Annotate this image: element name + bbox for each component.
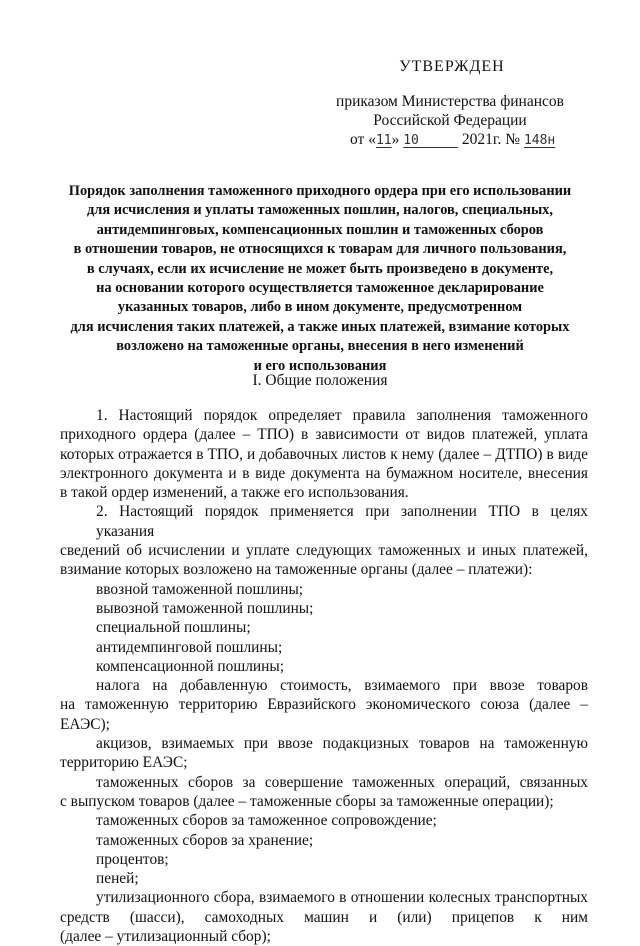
list-item-fees-operations: таможенных сборов за совершение таможенных операций, связанных — [96, 773, 588, 791]
order-date-number — [350, 130, 600, 151]
list-item-antidumping-duty: антидемпинговой пошлины; — [96, 638, 283, 656]
order-issuer — [300, 92, 600, 130]
title-line: указанных товаров, либо в ином документе, предусмотренном — [117, 299, 523, 316]
section-heading: I. Общие положения — [252, 372, 388, 389]
order-issuer-line2: Российской Федерации — [373, 112, 527, 129]
title-line: и его использования — [253, 357, 387, 374]
list-item-compensatory-duty: компенсационной пошлины; — [96, 657, 284, 675]
paragraph-2-line: сведений об исчислении и уплате следующих таможенных и иных платежей, — [60, 542, 588, 560]
list-item-vat-cont: на таможенную территорию Евразийского экономического союза (далее – ЕАЭС); — [60, 696, 588, 733]
list-item-fees-storage: таможенных сборов за хранение; — [96, 831, 314, 849]
paragraph-1-line: 1. Настоящий порядок определяет правила заполнения таможенного — [96, 407, 588, 424]
paragraph-1-line: в такой ордер изменений, а также его использования. — [60, 484, 409, 502]
list-item-recycling-fee-cont: (далее – утилизационный сбор); — [60, 928, 271, 946]
approval-stamp — [300, 58, 600, 151]
date-prefix: от « — [350, 131, 376, 148]
list-item-excise-cont: территорию ЕАЭС; — [60, 754, 188, 772]
order-year-suffix: г. № — [492, 131, 524, 148]
list-item-recycling-fee-cont: средств (шасси), самоходных машин и (или) прицепов к ним — [60, 908, 588, 926]
document-title — [40, 182, 600, 376]
list-item-recycling-fee: утилизационного сбора, взимаемого в отношении колесных транспортных — [96, 889, 588, 907]
paragraph-2-line: взимание которых возложено на таможенные органы (далее – платежи): — [60, 561, 533, 579]
order-month: 10 — [403, 133, 419, 148]
list-item-penalties: пеней; — [96, 870, 139, 888]
list-item-export-duty: вывозной таможенной пошлины; — [96, 599, 314, 617]
order-year-prefix: 2021 — [461, 131, 493, 148]
title-line: на основании которого осуществляется таможенное декларирование — [96, 280, 544, 297]
document-body — [60, 406, 588, 946]
title-line: в случаях, если их исчисление не может быть произведено в документе, — [86, 260, 554, 277]
title-line: Порядок заполнения таможенного приходного ордера при его использовании — [68, 183, 572, 199]
title-line: возложено на таможенные органы, внесения в него изменений — [116, 338, 524, 355]
list-item-excise: акцизов, взимаемых при ввозе подакцизных товаров на таможенную — [96, 735, 588, 753]
list-item-fees-operations-cont: с выпуском товаров (далее – таможенные сборы за таможенные операции); — [60, 792, 554, 810]
approved-title: УТВЕРЖДЕН — [399, 58, 505, 75]
title-line: для исчисления таких платежей, а также иных платежей, взимание которых — [70, 318, 570, 335]
title-line: антидемпинговых, компенсационных пошлин и таможенных сборов — [96, 221, 544, 238]
paragraph-2-line: 2. Настоящий порядок применяется при заполнении ТПО в целях указания — [96, 503, 588, 540]
paragraph-1-line: электронного документа и в виде документа на бумажном носителе, внесения — [60, 464, 588, 482]
order-day: 11 — [375, 133, 392, 148]
order-number: 148н — [523, 133, 556, 148]
paragraph-1-line: которых отражается в ТПО, и добавочных листов к нему (далее – ДТПО) в виде — [60, 445, 588, 463]
list-item-import-duty: ввозной таможенной пошлины; — [96, 580, 304, 598]
date-mid: » — [391, 131, 404, 148]
order-issuer-line1: приказом Министерства финансов — [336, 93, 564, 110]
paragraph-1-line: приходного ордера (далее – ТПО) в зависимости от видов платежей, уплата — [60, 426, 588, 444]
list-item-vat: налога на добавленную стоимость, взимаемого при ввозе товаров — [96, 677, 588, 695]
list-item-fees-escort: таможенных сборов за таможенное сопровождение; — [96, 812, 437, 830]
title-line: для исчисления и уплаты таможенных пошлин, налогов, специальных, — [87, 202, 553, 219]
list-item-interest: процентов; — [96, 850, 169, 868]
title-line: в отношении товаров, не относящихся к товарам для личного пользования, — [73, 241, 567, 258]
list-item-special-duty: специальной пошлины; — [96, 619, 251, 637]
